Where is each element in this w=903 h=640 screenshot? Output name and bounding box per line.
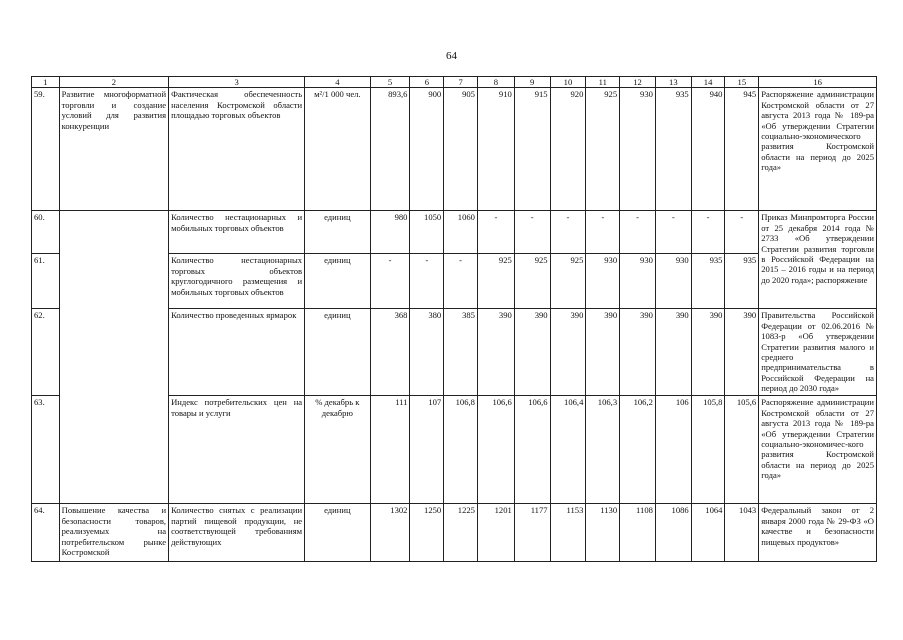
- value-cell: 107: [410, 396, 444, 504]
- value-cell: 390: [477, 309, 514, 396]
- unit-cell: % декабрь к декабрю: [305, 396, 370, 504]
- row-number-cell: 61.: [32, 254, 60, 309]
- legal-basis-cell: Правительства Российской Федерации от 02.06.2016 № 1083-р «Об утверждении Стратегии развития малого и среднего предпринимательства в Российской Федерации на период до 2030 года»: [759, 309, 877, 396]
- value-cell: -: [691, 211, 725, 254]
- table-row: [32, 211, 877, 254]
- value-cell: 1153: [550, 504, 586, 562]
- value-cell: -: [655, 211, 691, 254]
- header-cell: 13: [655, 77, 691, 88]
- value-cell: 390: [586, 309, 620, 396]
- table-row: [32, 88, 877, 211]
- unit-cell: единиц: [305, 211, 370, 254]
- value-cell: 925: [477, 254, 514, 309]
- direction-cell: [59, 211, 168, 504]
- value-cell: 368: [370, 309, 410, 396]
- header-cell: 11: [586, 77, 620, 88]
- value-cell: 1060: [444, 211, 478, 254]
- indicator-cell: Фактическая обеспеченность населения Костромской области площадью торговых объектов: [169, 88, 305, 211]
- header-cell: 6: [410, 77, 444, 88]
- value-cell: 893,6: [370, 88, 410, 211]
- value-cell: 1050: [410, 211, 444, 254]
- indicator-cell: Индекс потребительских цен на товары и услуги: [169, 396, 305, 504]
- value-cell: -: [444, 254, 478, 309]
- row-number-cell: 63.: [32, 396, 60, 504]
- header-cell: 10: [550, 77, 586, 88]
- header-cell: 9: [514, 77, 550, 88]
- value-cell: 106,6: [514, 396, 550, 504]
- value-cell: 935: [691, 254, 725, 309]
- value-cell: 380: [410, 309, 444, 396]
- header-cell: 7: [444, 77, 478, 88]
- header-cell: 8: [477, 77, 514, 88]
- value-cell: 106,3: [586, 396, 620, 504]
- direction-cell: Развитие многоформатной торговли и создание условий для развития конкуренции: [59, 88, 168, 211]
- row-number-cell: 62.: [32, 309, 60, 396]
- value-cell: 1177: [514, 504, 550, 562]
- value-cell: 390: [514, 309, 550, 396]
- value-cell: -: [477, 211, 514, 254]
- value-cell: 390: [550, 309, 586, 396]
- direction-cell: Повышение качества и безопасности товаров, реализуемых на потребительском рынке Костромской: [59, 504, 168, 562]
- value-cell: -: [514, 211, 550, 254]
- value-cell: 1302: [370, 504, 410, 562]
- row-number-cell: 64.: [32, 504, 60, 562]
- value-cell: 1064: [691, 504, 725, 562]
- value-cell: -: [410, 254, 444, 309]
- value-cell: 925: [550, 254, 586, 309]
- page-number: 64: [446, 50, 457, 62]
- unit-cell: единиц: [305, 309, 370, 396]
- value-cell: 905: [444, 88, 478, 211]
- value-cell: 925: [514, 254, 550, 309]
- value-cell: 106,2: [620, 396, 656, 504]
- header-cell: 14: [691, 77, 725, 88]
- legal-basis-cell: Приказ Минпромторга России от 25 декабря 2014 года № 2733 «Об утверждении Стратегии развития торговли в Российской Федерации на 2015 – 2016 годы и на период до 2020 года»; распоряжение: [759, 211, 877, 309]
- value-cell: 925: [586, 88, 620, 211]
- indicators-table: [31, 76, 877, 562]
- indicator-cell: Количество снятых с реализации партий пищевой продукции, не соответствующей требованиям действующих: [169, 504, 305, 562]
- value-cell: 980: [370, 211, 410, 254]
- value-cell: 385: [444, 309, 478, 396]
- unit-cell: единиц: [305, 254, 370, 309]
- header-cell: 15: [725, 77, 759, 88]
- value-cell: 930: [620, 254, 656, 309]
- row-number-cell: 59.: [32, 88, 60, 211]
- header-cell: 4: [305, 77, 370, 88]
- value-cell: -: [586, 211, 620, 254]
- value-cell: 930: [655, 254, 691, 309]
- unit-cell: единиц: [305, 504, 370, 562]
- value-cell: 390: [655, 309, 691, 396]
- value-cell: 390: [725, 309, 759, 396]
- value-cell: 1201: [477, 504, 514, 562]
- value-cell: 1043: [725, 504, 759, 562]
- value-cell: 930: [620, 88, 656, 211]
- header-cell: 5: [370, 77, 410, 88]
- value-cell: 106,6: [477, 396, 514, 504]
- value-cell: 1225: [444, 504, 478, 562]
- value-cell: 105,8: [691, 396, 725, 504]
- indicator-cell: Количество нестационарных и мобильных торговых объектов: [169, 211, 305, 254]
- value-cell: -: [725, 211, 759, 254]
- indicator-cell: Количество нестационарных торговых объектов круглогодичного размещения и мобильных торговых объектов: [169, 254, 305, 309]
- value-cell: 935: [725, 254, 759, 309]
- value-cell: 930: [586, 254, 620, 309]
- value-cell: -: [370, 254, 410, 309]
- value-cell: 1108: [620, 504, 656, 562]
- value-cell: 106,8: [444, 396, 478, 504]
- value-cell: 900: [410, 88, 444, 211]
- header-cell: 16: [759, 77, 877, 88]
- legal-basis-cell: Распоряжение администрации Костромской области от 27 августа 2013 года № 189-ра «Об утверждении Стратегии социально-экономичес-кого развития Костромской области на период до 2025 года»: [759, 396, 877, 504]
- header-cell: 12: [620, 77, 656, 88]
- value-cell: -: [620, 211, 656, 254]
- value-cell: 105,6: [725, 396, 759, 504]
- value-cell: 910: [477, 88, 514, 211]
- value-cell: -: [550, 211, 586, 254]
- header-cell: 3: [169, 77, 305, 88]
- table-row: [32, 504, 877, 562]
- unit-cell: м²/1 000 чел.: [305, 88, 370, 211]
- legal-basis-cell: Федеральный закон от 2 января 2000 года № 29-ФЗ «О качестве и безопасности пищевых продуктов»: [759, 504, 877, 562]
- value-cell: 940: [691, 88, 725, 211]
- value-cell: 106,4: [550, 396, 586, 504]
- value-cell: 1086: [655, 504, 691, 562]
- header-cell: 1: [32, 77, 60, 88]
- table-header-row: [32, 77, 877, 88]
- value-cell: 945: [725, 88, 759, 211]
- value-cell: 1250: [410, 504, 444, 562]
- value-cell: 106: [655, 396, 691, 504]
- value-cell: 920: [550, 88, 586, 211]
- header-cell: 2: [59, 77, 168, 88]
- indicator-cell: Количество проведенных ярмарок: [169, 309, 305, 396]
- value-cell: 915: [514, 88, 550, 211]
- legal-basis-cell: Распоряжение администрации Костромской области от 27 августа 2013 года № 189-ра «Об утверждении Стратегии социально-экономического развития Костромской области на период до 2025 года»: [759, 88, 877, 211]
- value-cell: 390: [691, 309, 725, 396]
- value-cell: 935: [655, 88, 691, 211]
- value-cell: 390: [620, 309, 656, 396]
- value-cell: 111: [370, 396, 410, 504]
- row-number-cell: 60.: [32, 211, 60, 254]
- value-cell: 1130: [586, 504, 620, 562]
